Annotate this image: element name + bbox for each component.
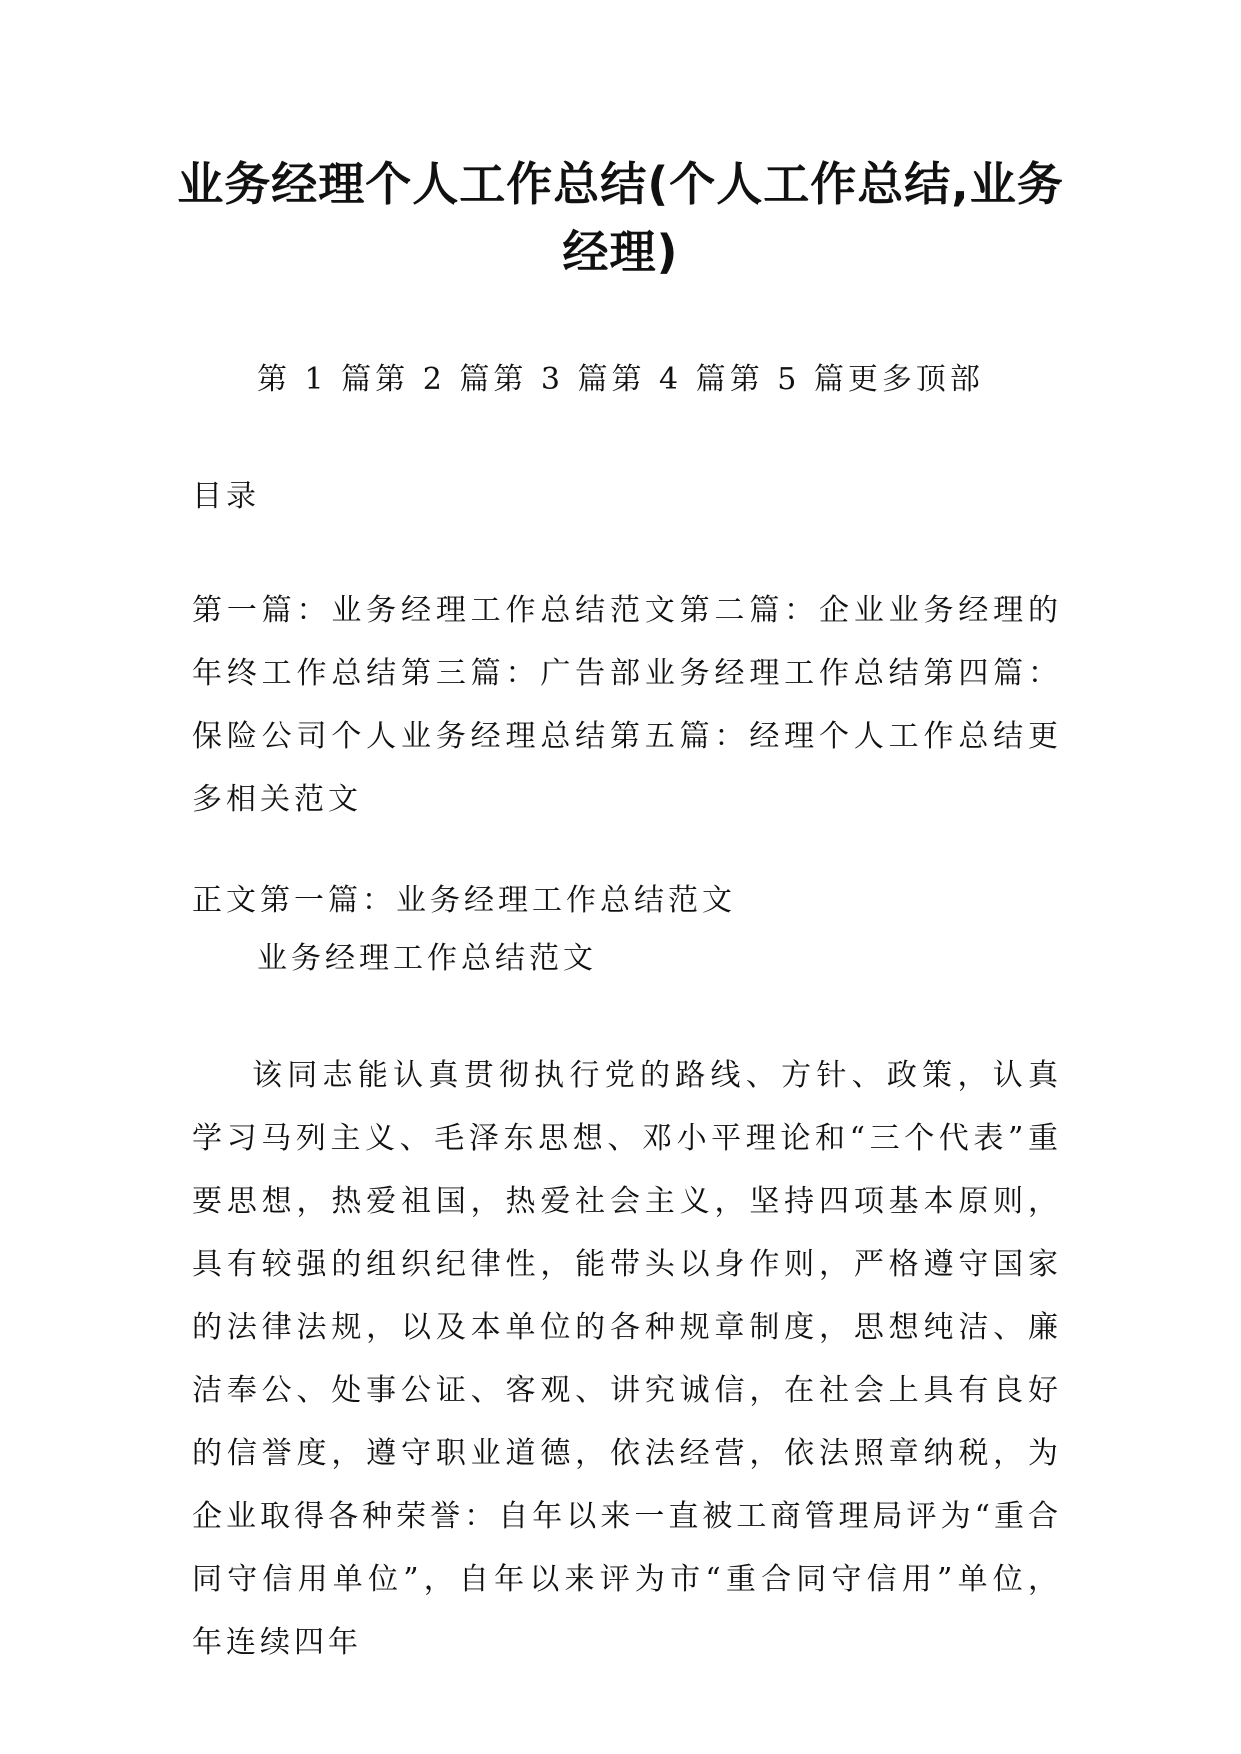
toc-item-5[interactable]: 第五篇：经理个人工作总结 (610, 719, 1028, 754)
toc-item-more[interactable]: 更多相关范文 (192, 719, 1062, 817)
nav-link-top[interactable]: 顶部 (915, 362, 984, 397)
toc-label: 目录 (192, 479, 260, 514)
nav-link-more[interactable]: 更多 (847, 362, 916, 397)
nav-link-article-3[interactable]: 第 3 篇 (493, 362, 612, 397)
toc-item-3[interactable]: 第三篇：广告部业务经理工作总结 (401, 656, 924, 691)
table-of-contents (192, 579, 1062, 831)
article-subtitle: 业务经理工作总结范文 (257, 941, 597, 976)
nav-link-article-1[interactable]: 第 1 篇 (257, 362, 376, 397)
toc-item-4[interactable]: 第四篇：保险公司个人业务经理总结 (192, 656, 1062, 754)
article-nav (257, 348, 1057, 411)
toc-item-1[interactable]: 第一篇：业务经理工作总结范文 (192, 593, 680, 628)
nav-link-article-4[interactable]: 第 4 篇 (611, 362, 730, 397)
nav-link-article-5[interactable]: 第 5 篇 (729, 362, 848, 397)
body-heading: 正文第一篇：业务经理工作总结范文 (192, 883, 736, 918)
nav-link-article-2[interactable]: 第 2 篇 (375, 362, 494, 397)
toc-item-2[interactable]: 第二篇：企业业务经理的年终工作总结 (192, 593, 1063, 691)
body-paragraph: 该同志能认真贯彻执行党的路线、方针、政策，认真学习马列主义、毛泽东思想、邓小平理论和“三个代表”重要思想，热爱祖国，热爱社会主义，坚持四项基本原则，具有较强的组织纪律性，能带头以身作则，严格遵守国家的法律法规，以及本单位的各种规章制度，思想纯洁、廉洁奉公、处事公证、客观、讲究诚信，在社会上具有良好的信誉度，遵守职业道德，依法经营，依法照章纳税，为企业取得各种荣誉：自年以来一直被工商管理局评为“重合同守信用单位”，自年以来评为市“重合同守信用”单位，年连续四年 (192, 1058, 1062, 1660)
document-title: 业务经理个人工作总结(个人工作总结,业务经理) (177, 157, 1064, 279)
